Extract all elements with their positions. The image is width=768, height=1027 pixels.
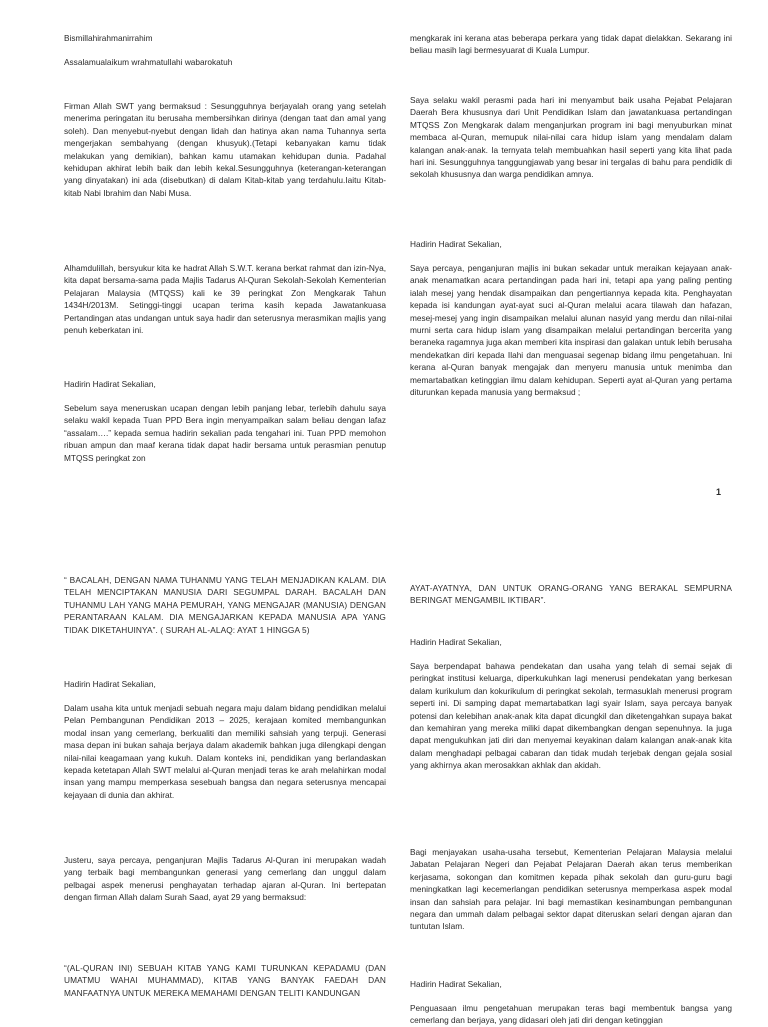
justeru-paragraph: Justeru, saya percaya, penganjuran Majlis Tadarus Al-Quran ini merupakan wadah yang terbaik bagi membangunkan generasi yang cemerlang dan unggul dalam pelbagai aspek menerusi penghayatan terhadap ajaran al-Quran. Ini bertepatan dengan firman Allah dalam Surah Saad, ayat 29 yang bermaksud: (64, 855, 386, 903)
audience-salutation: Hadirin Hadirat Sekalian, (64, 679, 156, 689)
audience-salutation: Hadirin Hadirat Sekalian, (410, 979, 502, 989)
document-page-2 (0, 556, 768, 1024)
opening-greeting: Assalamualaikum wrahmatullahi wabarokatuh (64, 57, 233, 67)
audience-salutation: Hadirin Hadirat Sekalian, (64, 379, 156, 389)
belief-paragraph: Saya percaya, penganjuran majlis ini bukan sekadar untuk meraikan kejayaan anak-anak menamatkan acara pertandingan pada hari ini, tetapi apa yang paling penting ialah mesej yang hendak disampaikan dan pengertiannya kepada kita. Penghayatan kepada isi kandungan ayat-ayat suci al-Quran melalui acara tilawah dan hafazan, mesej-mesej yang ingin disampaikan melalui alunan nasyid yang merdu dan nilai-nilai murni serta cara hidup islam yang disampaikan melalui pertandingan bercerita yang beraneka ragamnya juga akan memberi kita inspirasi dan galakan untuk lebih berusaha mendekatkan diri kepada Ilahi dan menguasai segenap bidang ilmu pengetahuan. Ini kerana al-Quran banyak mengajak dan menyeru manusia untuk menimba dan memartabatkan ketinggian ilmu dalam kehidupan. Seperti ayat al-Quran yang pertama diturunkan kepada manusia yang bermaksud ; (410, 263, 732, 398)
apology-paragraph: Sebelum saya meneruskan ucapan dengan lebih panjang lebar, terlebih dahulu saya selaku wakil kepada Tuan PPD Bera ingin menyampaikan salam beliau dengan lafaz “assalam….” kepada semua hadirin sekalian pada tengahari ini. Tuan PPD memohon ribuan ampun dan maaf kerana tidak dapat hadir bersama untuk perasmian penutup MTQSS peringkat zon (64, 403, 386, 463)
ministry-support-paragraph: Bagi menjayakan usaha-usaha tersebut, Kementerian Pelajaran Malaysia melalui Jabatan Pelajaran Negeri dan Pejabat Pelajaran Daerah akan terus memberikan kerjasama, sokongan dan komitmen kepada pihak sekolah dan guru-guru bagi meningkatkan lagi kecemerlangan pendidikan seterusnya memperkasa aspek modal insan dan sahsiah para pelajar. Ini bagi memastikan kesinambungan pembangunan negara dan ummah dalam pelbagai sektor dapat diteruskan selari dengan ajaran dan tuntutan Islam. (410, 847, 732, 932)
surah-alalaq-quote: “ BACALAH, DENGAN NAMA TUHANMU YANG TELAH MENJADIKAN KALAM. DIA TELAH MENCIPTAKAN MANUSIA DARI SEGUMPAL DARAH. BACALAH DAN TUHANMU LAH YANG MAHA PEMURAH, YANG MENGAJAR (MANUSIA) DENGAN PERANTARAAN KALAM. DIA MENGAJARKAN KEPADA MANUSIA APA YANG TIDAK DIKETAHUINYA”. ( SURAH AL-ALAQ: AYAT 1 HINGGA 5) (64, 575, 386, 635)
gratitude-paragraph: Alhamdulillah, bersyukur kita ke hadrat Allah S.W.T. kerana berkat rahmat dan izin-Nya, kita dapat bersama-sama pada Majlis Tadarus Al-Quran Sekolah-Sekolah Kementerian Pelajaran Malaysia (MTQSS) kali ke 39 peringkat Zon Mengkarak Tahun 1434H/2013M. Setinggi-tinggi ucapan terima kasih kepada Jawatankuasa Pertandingan atas undangan untuk saya hadir dan seterusnya merasmikan majlis yang penuh keberkatan ini. (64, 263, 386, 336)
apology-continuation: mengkarak ini kerana atas beberapa perkara yang tidak dapat dielakkan. Sekarang ini beliau masih lagi bermesyuarat di Kuala Lumpur. (410, 33, 732, 56)
appreciation-paragraph: Saya selaku wakil perasmi pada hari ini menyambut baik usaha Pejabat Pelajaran Daerah Bera khususnya dari Unit Pendidikan Islam dan jawatankuasa pertandingan MTQSS Zon Mengkarak dalam menganjurkan program ini bagi menyuburkan minat membaca al-Quran, memupuk nilai-nilai cara hidup islam yang mendalam dalam kalangan anak-anak. Ia ternyata telah membuahkan hasil seperti yang kita lihat pada hari ini. Sesungguhnya tanggungjawab yang besar ini tergalas di bahu para pendidik di sekolah khususnya dan warga pendidikan amnya. (410, 95, 732, 180)
audience-salutation: Hadirin Hadirat Sekalian, (410, 637, 502, 647)
knowledge-paragraph: Penguasaan ilmu pengetahuan merupakan teras bagi membentuk bangsa yang cemerlang dan berjaya, yang didasari oleh jati diri dengan ketinggian (410, 1003, 732, 1026)
audience-salutation: Hadirin Hadirat Sekalian, (410, 239, 502, 249)
education-plan-paragraph: Dalam usaha kita untuk menjadi sebuah negara maju dalam bidang pendidikan melalui Pelan Pembangunan Pendidikan 2013 – 2025, kerajaan komited membangunkan modal insan yang cemerlang, berkualiti dan memiliki sahsiah yang terpuji. Generasi masa depan ini bukan sahaja berjaya dalam akademik bahkan juga dilengkapi dengan nilai-nilai keagamaan yang kukuh. Dalam konteks ini, pendidikan yang berlandaskan kepada ketetapan Allah SWT melalui al-Quran menjadi teras ke arah melahirkan modal insan yang mampu memperkasa sesebuah bangsa dan negara seterusnya mencapai kejayaan di dunia dan akhirat. (64, 703, 386, 800)
page-gap (0, 528, 768, 556)
page-number: 1 (716, 487, 722, 497)
approach-paragraph: Saya berpendapat bahawa pendekatan dan usaha yang telah di semai sejak di peringkat institusi keluarga, diperkukuhkan lagi menerusi pendekatan yang berkesan dalam kurikulum dan kokurikulum di peringkat sekolah, termasuklah menerusi program seperti ini. Di samping dapat memartabatkan lagi syair Islam, saya percaya banyak potensi dan kelebihan anak-anak kita dapat dicungkil dan diketengahkan supaya bakat dan kemahiran yang mereka miliki dapat dikembangkan dengan sepenuhnya. Ia juga dapat mengukuhkan jati diri dan menyemai keyakinan dalam kalangan anak-anak kita dalam menghadapi pelbagai cabaran dan tidak mudah terjebak dengan gejala sosial yang akhirnya akan merosakkan akhlak dan akidah. (410, 661, 732, 771)
surah-saad-quote-continuation: AYAT-AYATNYA, DAN UNTUK ORANG-ORANG YANG BERAKAL SEMPURNA BERINGAT MENGAMBIL IKTIBAR”. (410, 583, 732, 606)
surah-saad-quote: “(AL-QURAN INI) SEBUAH KITAB YANG KAMI TURUNKAN KEPADAMU (DAN UMATMU WAHAI MUHAMMAD), KITAB YANG BANYAK FAEDAH DAN MANFAATNYA UNTUK MEREKA MEMAHAMI DENGAN TELITI KANDUNGAN (64, 963, 386, 998)
quran-quote-paragraph: Firman Allah SWT yang bermaksud : Sesungguhnya berjayalah orang yang setelah menerima peringatan itu berusaha membersihkan dirinya (dengan taat dan amal yang soleh). Dan menyebut-nyebut dengan lidah dan hatinya akan nama Tuhannya serta mengerjakan sembahyang (dengan khusyuk).(Tetapi kebanyakan kamu tidak melakukan yang demikian), bahkan kamu utamakan kehidupan dunia. Padahal kehidupan akhirat lebih baik dan lebih kekal.Sesungguhnya (keterangan-keterangan yang dinyatakan) ini ada (disebutkan) di dalam Kitab-kitab yang terdahulu.Iaitu Kitab-kitab Nabi Ibrahim dan Nabi Musa. (64, 101, 386, 198)
opening-invocation: Bismillahirahmanirrahim (64, 33, 153, 43)
